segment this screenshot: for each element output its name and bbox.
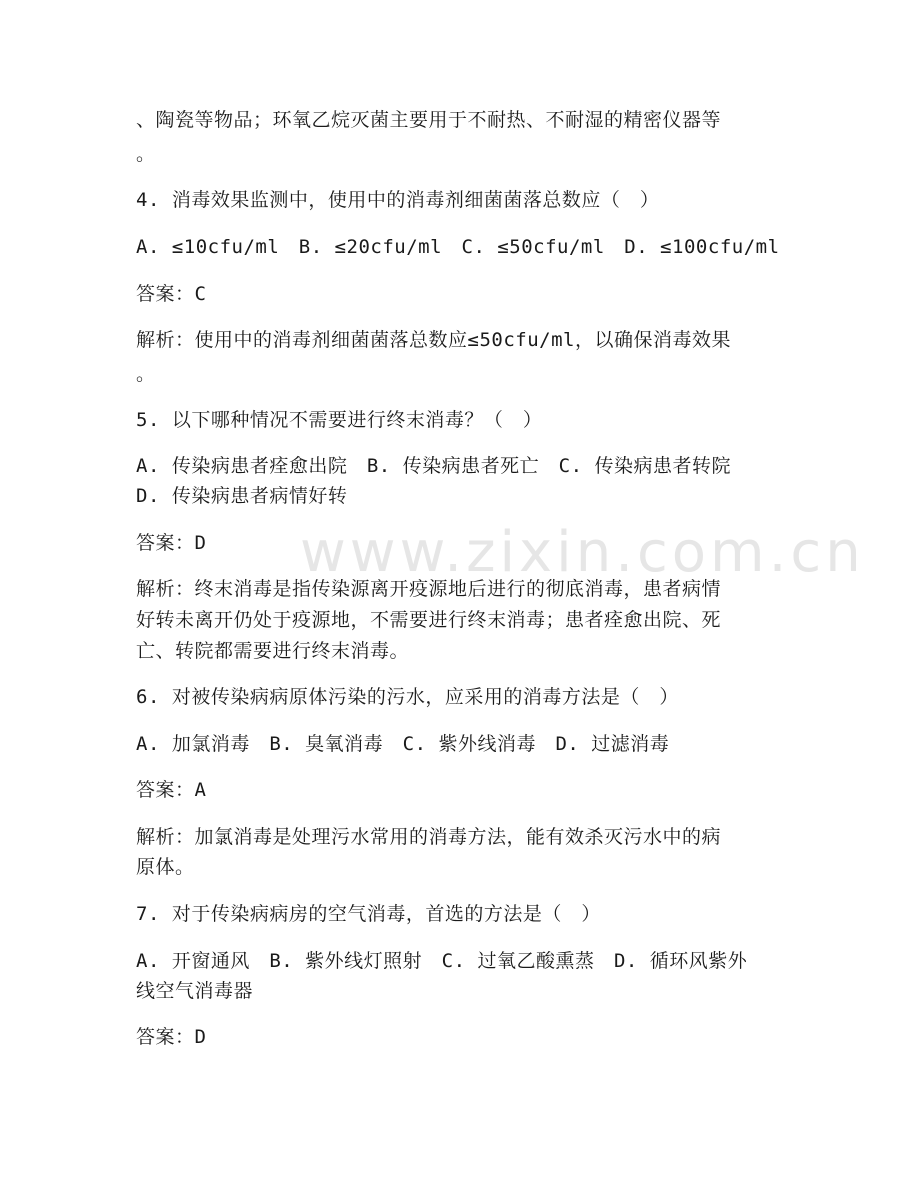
explanation-5-cont: 好转未离开仍处于疫源地，不需要进行终末消毒；患者痊愈出院、死 (136, 609, 722, 631)
options-7: A. 开窗通风 B. 紫外线灯照射 C. 过氧乙酸熏蒸 D. 循环风紫外 (136, 950, 748, 972)
options-6: A. 加氯消毒 B. 臭氧消毒 C. 紫外线消毒 D. 过滤消毒 (136, 733, 670, 755)
question-5: 5. 以下哪种情况不需要进行终末消毒？（ ） (136, 409, 543, 431)
explanation-5: 解析：终末消毒是指传染源离开疫源地后进行的彻底消毒，患者病情 (136, 578, 722, 600)
question-4: 4. 消毒效果监测中，使用中的消毒剂细菌菌落总数应（ ） (136, 189, 660, 211)
explanation-6: 解析：加氯消毒是处理污水常用的消毒方法，能有效杀灭污水中的病 (136, 826, 722, 848)
options-5: A. 传染病患者痊愈出院 B. 传染病患者死亡 C. 传染病患者转院 (136, 455, 731, 477)
explanation-5-cont: 亡、转院都需要进行终末消毒。 (136, 640, 410, 662)
answer-7: 答案：D (136, 1026, 207, 1048)
watermark: www.zixin.com.cn (300, 520, 865, 585)
options-7-cont: 线空气消毒器 (136, 980, 254, 1002)
answer-6: 答案：A (136, 779, 207, 801)
explanation-4-cont: 。 (136, 363, 156, 385)
explanation-4: 解析：使用中的消毒剂细菌菌落总数应≤50cfu/ml，以确保消毒效果 (136, 329, 731, 351)
options-5-cont: D. 传染病患者病情好转 (136, 485, 348, 507)
answer-5: 答案：D (136, 532, 207, 554)
answer-4: 答案：C (136, 283, 207, 305)
text-line: 。 (136, 143, 156, 165)
question-6: 6. 对被传染病病原体污染的污水，应采用的消毒方法是（ ） (136, 686, 679, 708)
question-7: 7. 对于传染病病房的空气消毒，首选的方法是（ ） (136, 903, 601, 925)
explanation-6-cont: 原体。 (136, 856, 195, 878)
text-line: 、陶瓷等物品；环氧乙烷灭菌主要用于不耐热、不耐湿的精密仪器等 (136, 109, 722, 131)
options-4: A. ≤10cfu/ml B. ≤20cfu/ml C. ≤50cfu/ml D. ≤100cfu/ml (136, 236, 780, 258)
